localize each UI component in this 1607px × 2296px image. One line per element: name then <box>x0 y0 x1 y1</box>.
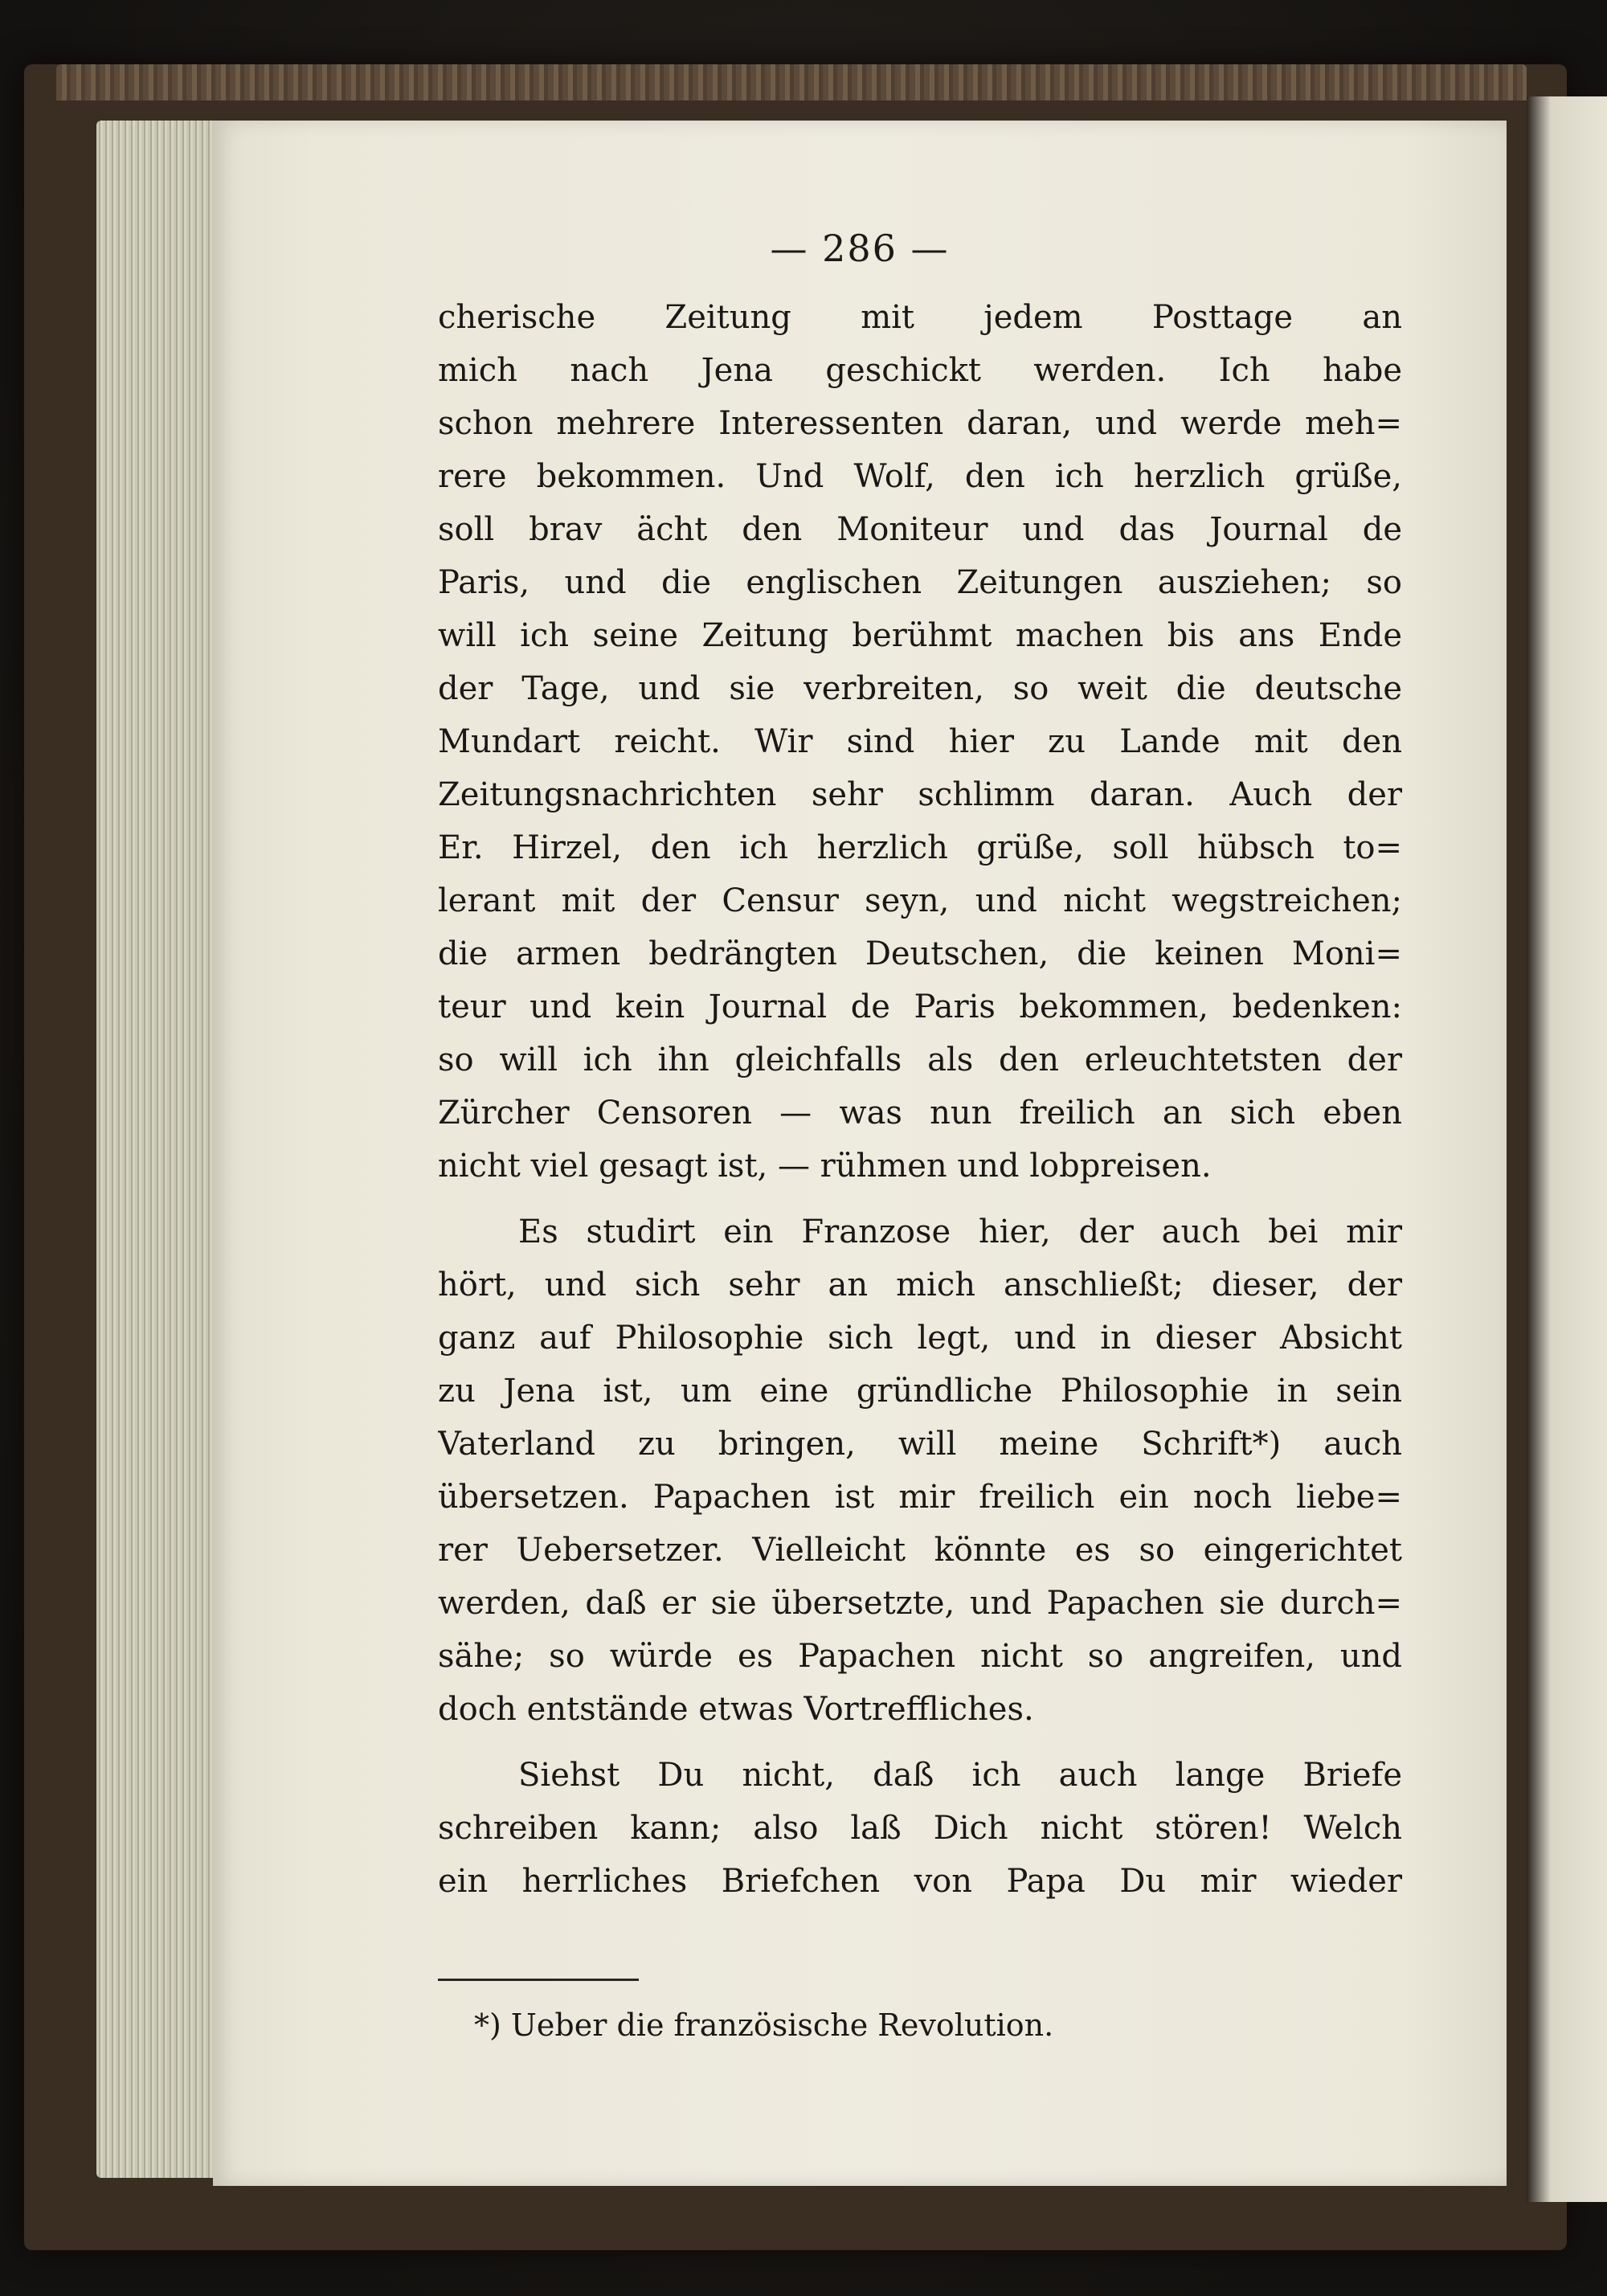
footnote: *) Ueber die französische Revolution. <box>474 2007 1054 2043</box>
book-top-edge <box>56 64 1527 100</box>
page-stack-edges <box>96 121 217 2178</box>
text-line: schreiben kann; also laß Dich nicht stören! Welch <box>438 1810 1402 1847</box>
text-line: die armen bedrängten Deutschen, die keinen Moni= <box>438 935 1402 972</box>
text-line: rer Uebersetzer. Vielleicht könnte es so eingerichtet <box>438 1532 1402 1569</box>
text-line: cherische Zeitung mit jedem Posttage an <box>438 299 1402 336</box>
text-line: so will ich ihn gleichfalls als den erleuchtetsten der <box>438 1042 1402 1078</box>
text-line: rere bekommen. Und Wolf, den ich herzlich grüße, <box>438 458 1402 495</box>
text-line: soll brav ächt den Moniteur und das Journal de <box>438 511 1402 548</box>
text-line: hört, und sich sehr an mich anschließt; dieser, der <box>438 1267 1402 1304</box>
text-line: teur und kein Journal de Paris bekommen, bedenken: <box>438 988 1402 1025</box>
text-line: Er. Hirzel, den ich herzlich grüße, soll hübsch to= <box>438 829 1402 866</box>
text-line: Siehst Du nicht, daß ich auch lange Briefe <box>518 1757 1402 1794</box>
text-line: schon mehrere Interessenten daran, und werde meh= <box>438 405 1402 442</box>
page-number: — 286 — <box>770 227 950 270</box>
text-line: ganz auf Philosophie sich legt, und in dieser Absicht <box>438 1320 1402 1357</box>
footnote-divider <box>438 1979 639 1981</box>
text-line: Es studirt ein Franzose hier, der auch bei mir <box>518 1213 1402 1250</box>
text-line: nicht viel gesagt ist, — rühmen und lobpreisen. <box>438 1148 1212 1185</box>
text-line: Mundart reicht. Wir sind hier zu Lande mit den <box>438 723 1402 760</box>
text-line: der Tage, und sie verbreiten, so weit die deutsche <box>438 670 1402 707</box>
text-line: will ich seine Zeitung berühmt machen bis ans Ende <box>438 617 1402 654</box>
text-line: Zeitungsnachrichten sehr schlimm daran. Auch der <box>438 776 1402 813</box>
text-line: Paris, und die englischen Zeitungen ausziehen; so <box>438 564 1402 601</box>
text-line: werden, daß er sie übersetzte, und Papachen sie durch= <box>438 1585 1402 1622</box>
paragraph-gap <box>438 1736 1402 1749</box>
text-line: zu Jena ist, um eine gründliche Philosophie in sein <box>438 1373 1402 1410</box>
text-line: Zürcher Censoren — was nun freilich an sich eben <box>438 1095 1402 1132</box>
text-line: lerant mit der Censur seyn, und nicht wegstreichen; <box>438 882 1402 919</box>
text-line: sähe; so würde es Papachen nicht so angreifen, und <box>438 1638 1402 1675</box>
paragraph-gap <box>438 1193 1402 1205</box>
text-line: doch entstände etwas Vortreffliches. <box>438 1691 1034 1728</box>
text-line: ein herrliches Briefchen von Papa Du mir wieder <box>438 1863 1402 1900</box>
text-line: übersetzen. Papachen ist mir freilich ein noch liebe= <box>438 1479 1402 1516</box>
facing-page-edge <box>1527 96 1607 2202</box>
text-line: Vaterland zu bringen, will meine Schrift*) auch <box>438 1426 1402 1463</box>
body-text <box>438 291 1402 1908</box>
text-line: mich nach Jena geschickt werden. Ich habe <box>438 352 1402 389</box>
